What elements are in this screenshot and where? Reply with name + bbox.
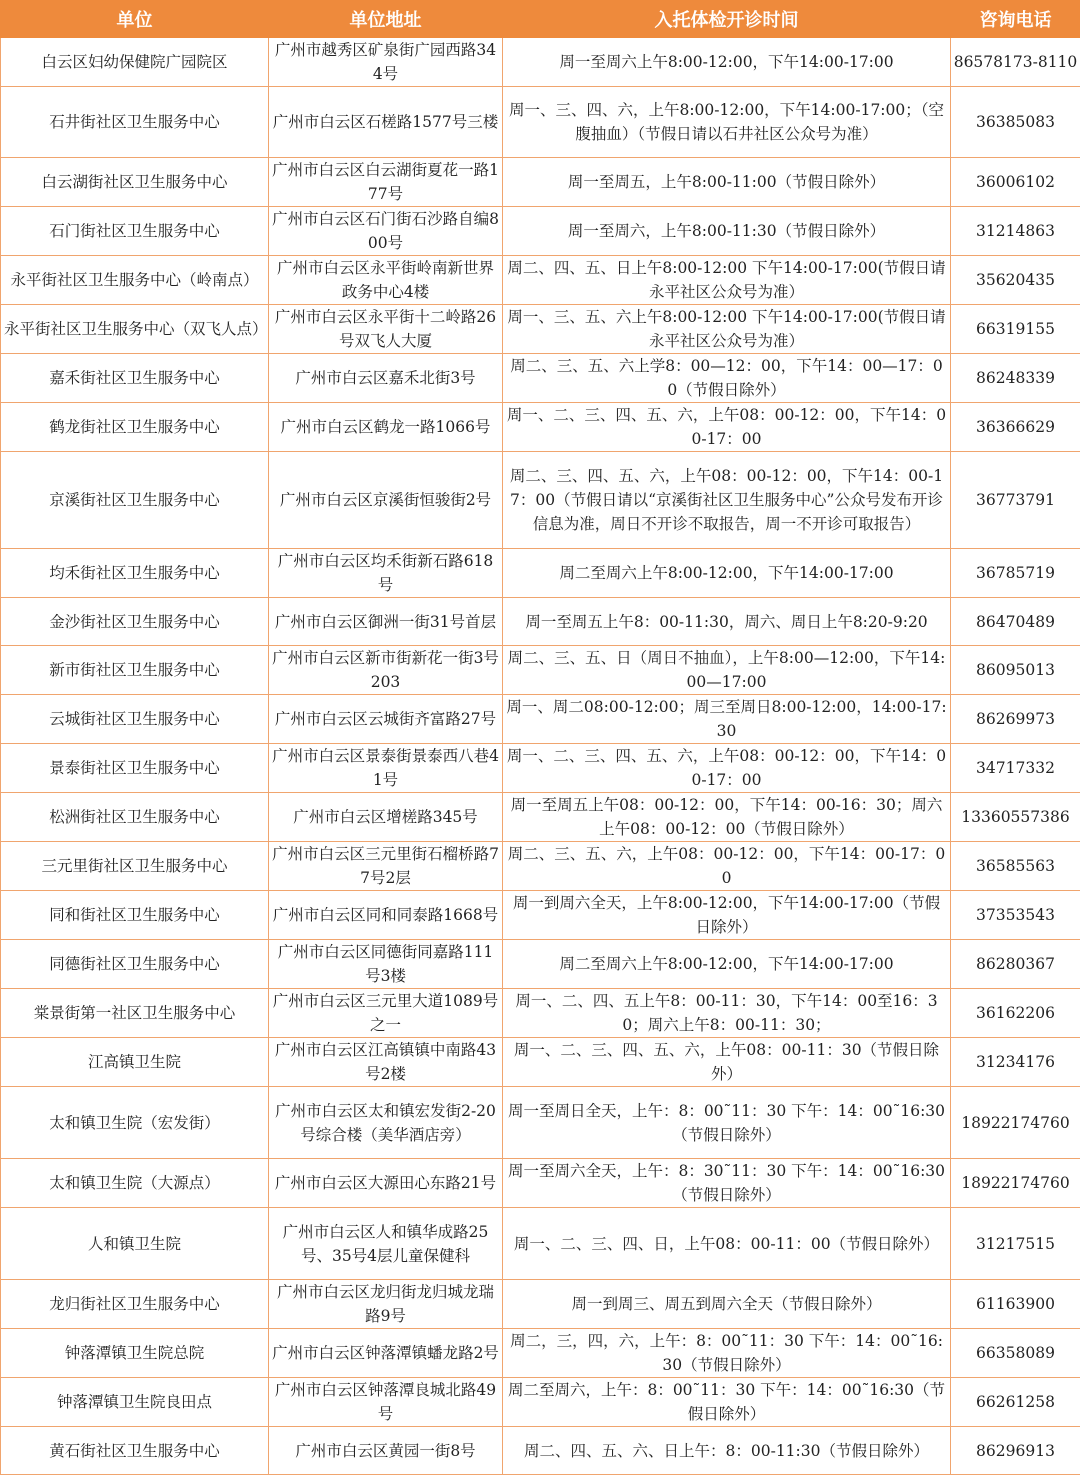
table-row bbox=[1, 256, 1080, 305]
cell-hours: 周一、二、四、五上午8：00-11：30，下午14：00至16：30；周六上午8：00-11：30； bbox=[503, 989, 951, 1038]
cell-phone: 18922174760 bbox=[951, 1087, 1080, 1159]
cell-address: 广州市白云区三元里大道1089号之一 bbox=[269, 989, 503, 1038]
header-unit: 单位 bbox=[1, 1, 269, 38]
table-row bbox=[1, 891, 1080, 940]
cell-phone: 86248339 bbox=[951, 354, 1080, 403]
table-row bbox=[1, 940, 1080, 989]
table-row bbox=[1, 646, 1080, 695]
cell-hours: 周二、四、五、六、日上午：8：00-11:30（节假日除外） bbox=[503, 1427, 951, 1475]
table-body bbox=[1, 38, 1080, 1475]
header-address: 单位地址 bbox=[269, 1, 503, 38]
cell-address: 广州市白云区增槎路345号 bbox=[269, 793, 503, 842]
cell-unit: 三元里街社区卫生服务中心 bbox=[1, 842, 269, 891]
table-row bbox=[1, 842, 1080, 891]
header-phone: 咨询电话 bbox=[951, 1, 1080, 38]
table-row bbox=[1, 1159, 1080, 1208]
table-header bbox=[1, 1, 1080, 38]
cell-unit: 嘉禾街社区卫生服务中心 bbox=[1, 354, 269, 403]
cell-address: 广州市白云区鹤龙一路1066号 bbox=[269, 403, 503, 452]
cell-phone: 36385083 bbox=[951, 87, 1080, 158]
cell-unit: 石井街社区卫生服务中心 bbox=[1, 87, 269, 158]
cell-hours: 周二、三、五、六，上午08：00-12：00，下午14：00-17：00 bbox=[503, 842, 951, 891]
cell-hours: 周一、周二08:00-12:00；周三至周日8:00-12:00，14:00-17:30 bbox=[503, 695, 951, 744]
cell-phone: 35620435 bbox=[951, 256, 1080, 305]
cell-hours: 周二至周六上午8:00-12:00，下午14:00-17:00 bbox=[503, 549, 951, 598]
cell-address: 广州市白云区龙归街龙归城龙瑞路9号 bbox=[269, 1280, 503, 1329]
cell-address: 广州市白云区钟落潭镇蟠龙路2号 bbox=[269, 1329, 503, 1378]
table-row bbox=[1, 403, 1080, 452]
cell-hours: 周一、三、四、六，上午8:00-12:00，下午14:00-17:00；（空腹抽血）（节假日请以石井社区公众号为准） bbox=[503, 87, 951, 158]
table-row bbox=[1, 793, 1080, 842]
cell-phone: 36366629 bbox=[951, 403, 1080, 452]
cell-hours: 周一、三、五、六上午8:00-12:00 下午14:00-17:00(节假日请永平社区公众号为准） bbox=[503, 305, 951, 354]
table-row bbox=[1, 158, 1080, 207]
cell-hours: 周二、三、四、五、六，上午08：00-12：00，下午14：00-17：00（节假日请以“京溪街社区卫生服务中心”公众号发布开诊信息为准，周日不开诊不取报告，周一不开诊可取报告） bbox=[503, 452, 951, 549]
cell-phone: 36773791 bbox=[951, 452, 1080, 549]
cell-unit: 同德街社区卫生服务中心 bbox=[1, 940, 269, 989]
cell-unit: 景泰街社区卫生服务中心 bbox=[1, 744, 269, 793]
header-hours: 入托体检开诊时间 bbox=[503, 1, 951, 38]
cell-hours: 周一、二、三、四、五、六，上午08：00-11：30（节假日除外） bbox=[503, 1038, 951, 1087]
cell-hours: 周一至周六，上午8:00-11:30（节假日除外） bbox=[503, 207, 951, 256]
cell-phone: 31217515 bbox=[951, 1208, 1080, 1280]
cell-phone: 36785719 bbox=[951, 549, 1080, 598]
cell-unit: 龙归街社区卫生服务中心 bbox=[1, 1280, 269, 1329]
table-row bbox=[1, 1427, 1080, 1475]
cell-hours: 周一至周五上午08：00-12：00，下午14：00-16：30；周六上午08：00-12：00（节假日除外） bbox=[503, 793, 951, 842]
table-row bbox=[1, 354, 1080, 403]
table-row bbox=[1, 1208, 1080, 1280]
cell-phone: 66319155 bbox=[951, 305, 1080, 354]
cell-phone: 36162206 bbox=[951, 989, 1080, 1038]
table-row bbox=[1, 87, 1080, 158]
cell-phone: 86280367 bbox=[951, 940, 1080, 989]
cell-unit: 江高镇卫生院 bbox=[1, 1038, 269, 1087]
cell-hours: 周一至周五上午8：00-11:30，周六、周日上午8:20-9:20 bbox=[503, 598, 951, 646]
cell-unit: 永平街社区卫生服务中心（岭南点） bbox=[1, 256, 269, 305]
cell-address: 广州市白云区黄园一街8号 bbox=[269, 1427, 503, 1475]
cell-hours: 周一、二、三、四、五、六，上午08：00-12：00，下午14：00-17：00 bbox=[503, 744, 951, 793]
cell-unit: 白云湖街社区卫生服务中心 bbox=[1, 158, 269, 207]
cell-phone: 18922174760 bbox=[951, 1159, 1080, 1208]
table-row bbox=[1, 695, 1080, 744]
table-row bbox=[1, 1329, 1080, 1378]
cell-unit: 白云区妇幼保健院广园院区 bbox=[1, 38, 269, 87]
cell-hours: 周一至周六上午8:00-12:00，下午14:00-17:00 bbox=[503, 38, 951, 87]
cell-address: 广州市白云区钟落潭良城北路49号 bbox=[269, 1378, 503, 1427]
cell-phone: 66261258 bbox=[951, 1378, 1080, 1427]
cell-address: 广州市白云区嘉禾北街3号 bbox=[269, 354, 503, 403]
cell-phone: 36006102 bbox=[951, 158, 1080, 207]
table-row bbox=[1, 598, 1080, 646]
cell-unit: 同和街社区卫生服务中心 bbox=[1, 891, 269, 940]
cell-hours: 周一到周六全天，上午8:00-12:00，下午14:00-17:00（节假日除外） bbox=[503, 891, 951, 940]
cell-phone: 86095013 bbox=[951, 646, 1080, 695]
cell-address: 广州市白云区江高镇镇中南路43号2楼 bbox=[269, 1038, 503, 1087]
cell-unit: 太和镇卫生院（大源点） bbox=[1, 1159, 269, 1208]
cell-phone: 86578173-8110 bbox=[951, 38, 1080, 87]
cell-hours: 周一至周日全天，上午：8：00˜11：30 下午：14：00˜16:30（节假日除外） bbox=[503, 1087, 951, 1159]
cell-address: 广州市白云区永平街十二岭路26号双飞人大厦 bbox=[269, 305, 503, 354]
cell-phone: 31234176 bbox=[951, 1038, 1080, 1087]
cell-address: 广州市白云区三元里街石榴桥路77号2层 bbox=[269, 842, 503, 891]
table-row bbox=[1, 1038, 1080, 1087]
cell-unit: 云城街社区卫生服务中心 bbox=[1, 695, 269, 744]
header-row bbox=[1, 1, 1080, 38]
cell-hours: 周一、二、三、四、五、六，上午08：00-12：00，下午14：00-17：00 bbox=[503, 403, 951, 452]
cell-phone: 31214863 bbox=[951, 207, 1080, 256]
cell-address: 广州市白云区人和镇华成路25号、35号4层儿童保健科 bbox=[269, 1208, 503, 1280]
cell-address: 广州市白云区大源田心东路21号 bbox=[269, 1159, 503, 1208]
cell-address: 广州市白云区石槎路1577号三楼 bbox=[269, 87, 503, 158]
cell-unit: 钟落潭镇卫生院总院 bbox=[1, 1329, 269, 1378]
cell-hours: 周二、三、五、六上学8：00—12：00，下午14：00—17：00（节假日除外） bbox=[503, 354, 951, 403]
cell-address: 广州市越秀区矿泉街广园西路344号 bbox=[269, 38, 503, 87]
cell-address: 广州市白云区同德街同嘉路111号3楼 bbox=[269, 940, 503, 989]
cell-unit: 太和镇卫生院（宏发街） bbox=[1, 1087, 269, 1159]
cell-hours: 周一到周三、周五到周六全天（节假日除外） bbox=[503, 1280, 951, 1329]
cell-phone: 34717332 bbox=[951, 744, 1080, 793]
cell-unit: 石门街社区卫生服务中心 bbox=[1, 207, 269, 256]
cell-address: 广州市白云区云城街齐富路27号 bbox=[269, 695, 503, 744]
table-row bbox=[1, 1087, 1080, 1159]
cell-unit: 钟落潭镇卫生院良田点 bbox=[1, 1378, 269, 1427]
cell-address: 广州市白云区永平街岭南新世界政务中心4楼 bbox=[269, 256, 503, 305]
cell-unit: 鹤龙街社区卫生服务中心 bbox=[1, 403, 269, 452]
cell-address: 广州市白云区均禾街新石路618号 bbox=[269, 549, 503, 598]
cell-phone: 66358089 bbox=[951, 1329, 1080, 1378]
table-row bbox=[1, 1280, 1080, 1329]
table-row bbox=[1, 744, 1080, 793]
cell-unit: 永平街社区卫生服务中心（双飞人点） bbox=[1, 305, 269, 354]
cell-unit: 金沙街社区卫生服务中心 bbox=[1, 598, 269, 646]
cell-address: 广州市白云区石门街石沙路自编800号 bbox=[269, 207, 503, 256]
cell-hours: 周二至周六上午8:00-12:00，下午14:00-17:00 bbox=[503, 940, 951, 989]
cell-hours: 周二、四、五、日上午8:00-12:00 下午14:00-17:00(节假日请永平社区公众号为准） bbox=[503, 256, 951, 305]
cell-unit: 新市街社区卫生服务中心 bbox=[1, 646, 269, 695]
cell-hours: 周二，三，四，六，上午：8：00˜11：30 下午：14：00˜16:30（节假日除外） bbox=[503, 1329, 951, 1378]
cell-phone: 37353543 bbox=[951, 891, 1080, 940]
table-row bbox=[1, 989, 1080, 1038]
cell-phone: 86296913 bbox=[951, 1427, 1080, 1475]
cell-address: 广州市白云区新市街新花一街3号203 bbox=[269, 646, 503, 695]
cell-unit: 黄石街社区卫生服务中心 bbox=[1, 1427, 269, 1475]
cell-phone: 61163900 bbox=[951, 1280, 1080, 1329]
cell-unit: 均禾街社区卫生服务中心 bbox=[1, 549, 269, 598]
table-row bbox=[1, 38, 1080, 87]
cell-hours: 周一、二、三、四、日，上午08：00-11：00（节假日除外） bbox=[503, 1208, 951, 1280]
cell-address: 广州市白云区京溪街恒骏街2号 bbox=[269, 452, 503, 549]
cell-phone: 86470489 bbox=[951, 598, 1080, 646]
cell-address: 广州市白云区景泰街景泰西八巷41号 bbox=[269, 744, 503, 793]
table-row bbox=[1, 1378, 1080, 1427]
cell-phone: 36585563 bbox=[951, 842, 1080, 891]
cell-address: 广州市白云区白云湖街夏花一路177号 bbox=[269, 158, 503, 207]
cell-hours: 周一至周六全天，上午：8：30˜11：30 下午：14：00˜16:30（节假日除外） bbox=[503, 1159, 951, 1208]
table-row bbox=[1, 452, 1080, 549]
table-row bbox=[1, 207, 1080, 256]
cell-phone: 86269973 bbox=[951, 695, 1080, 744]
cell-phone: 13360557386 bbox=[951, 793, 1080, 842]
cell-address: 广州市白云区太和镇宏发街2-20号综合楼（美华酒店旁） bbox=[269, 1087, 503, 1159]
cell-address: 广州市白云区御洲一街31号首层 bbox=[269, 598, 503, 646]
cell-hours: 周二、三、五、日（周日不抽血），上午8:00—12:00，下午14:00—17:00 bbox=[503, 646, 951, 695]
cell-hours: 周一至周五，上午8:00-11:00（节假日除外） bbox=[503, 158, 951, 207]
table-row bbox=[1, 549, 1080, 598]
cell-hours: 周二至周六，上午：8：00˜11：30 下午：14：00˜16:30（节假日除外） bbox=[503, 1378, 951, 1427]
cell-unit: 松洲街社区卫生服务中心 bbox=[1, 793, 269, 842]
table-row bbox=[1, 305, 1080, 354]
cell-unit: 人和镇卫生院 bbox=[1, 1208, 269, 1280]
cell-address: 广州市白云区同和同泰路1668号 bbox=[269, 891, 503, 940]
cell-unit: 棠景街第一社区卫生服务中心 bbox=[1, 989, 269, 1038]
cell-unit: 京溪街社区卫生服务中心 bbox=[1, 452, 269, 549]
